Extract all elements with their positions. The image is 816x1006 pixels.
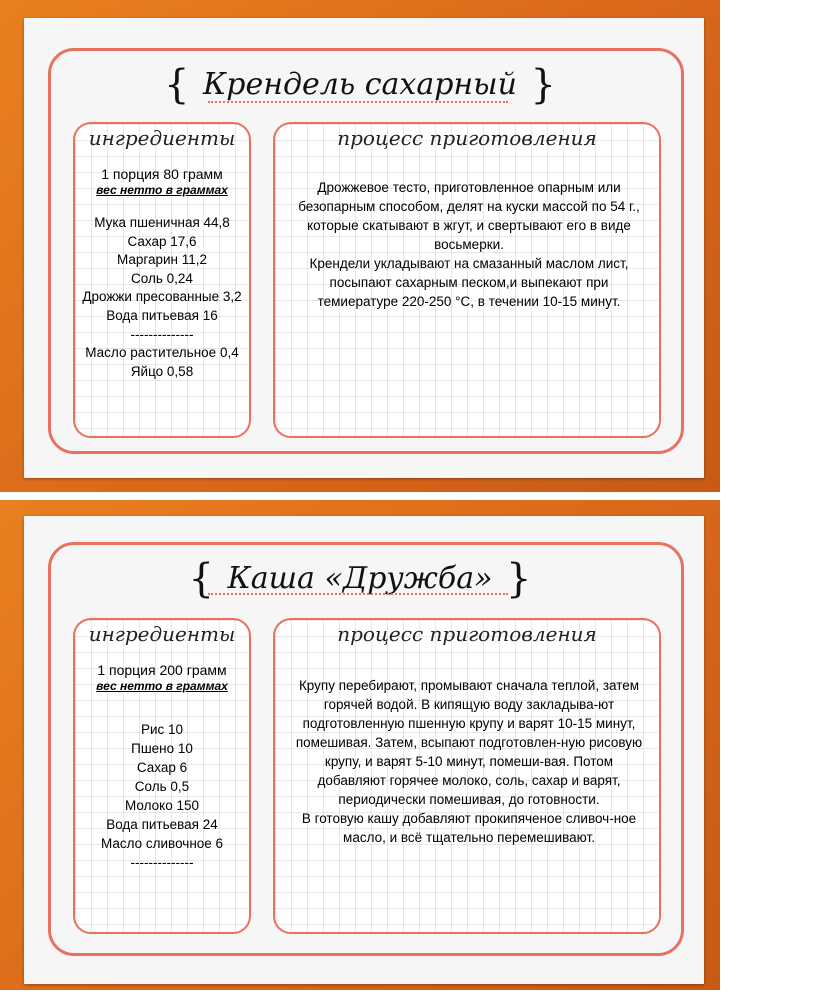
process-panel (273, 122, 661, 438)
ingredient-item: Мука пшеничная 44,8 (94, 215, 230, 230)
left-brace-icon: { (188, 556, 214, 602)
ingredient-item: Молоко 150 (125, 798, 199, 813)
ingredient-item: Соль 0,5 (134, 779, 190, 794)
process-text (289, 178, 649, 311)
ingredient-item: Вода питьевая 24 (106, 817, 218, 832)
recipe-title-text: Крендель сахарный (203, 67, 517, 102)
ingredient-item: Сахар 17,6 (127, 233, 197, 249)
process-text (289, 676, 649, 847)
ingredient-item: Сахар 6 (136, 760, 188, 775)
ingredient-list (75, 214, 249, 381)
process-heading: процесс приготовления (337, 126, 597, 150)
ingredient-item: Вода питьевая 16 (106, 307, 218, 323)
ingredients-panel (73, 618, 251, 934)
process-paragraph: Крендели укладывают на смазанный маслом лист, посыпают сахарным песком,и выпекают при темиературе 220-250 °С, в течении 10-15 минут. (309, 256, 629, 309)
netto-note: вес нетто в граммах (96, 679, 228, 693)
portion-size: 1 порция 80 грамм (101, 166, 223, 182)
process-heading: процесс приготовления (337, 622, 597, 646)
portion-size: 1 порция 200 грамм (97, 662, 227, 678)
recipe-title-text: Каша «Дружба» (227, 561, 493, 596)
ingredients-panel (73, 122, 251, 438)
process-paragraph: В готовую кашу добавляют прокипяченое сливоч-ное масло, и всё тщательно перемешивают. (301, 811, 637, 845)
ingredient-item: Рис 10 (140, 722, 184, 737)
netto-note: вес нетто в граммах (96, 183, 228, 197)
process-panel (273, 618, 661, 934)
ingredients-heading: ингредиенты (88, 126, 236, 150)
right-brace-icon: } (530, 62, 556, 108)
process-paragraph: Дрожжевое тесто, приготовленное опарным или безопарным способом, делят на куски массой по 54 г., которые скатывают в жгут, и свертывают его в виде восьмерки. (298, 180, 640, 252)
ingredient-list (75, 720, 249, 872)
title-dotted-underline (208, 593, 508, 595)
ingredient-item: Соль 0,24 (131, 270, 193, 286)
recipe-title (0, 556, 720, 602)
title-dotted-underline (208, 101, 508, 103)
left-brace-icon: { (164, 62, 190, 108)
ingredient-item: Яйцо 0,58 (130, 363, 194, 379)
ingredient-item: Пшено 10 (131, 741, 193, 756)
process-paragraph: Крупу перебирают, промывают сначала теплой, затем горячей водой. В кипящую воду закладыва-ют подготовленную пшенную крупу и варят 10-15 минут, помешивая. Затем, всыпают подготовлен-ную рисовую крупу, и варят 5-10 минут, помеши-вая. Потом добавляют горячее молоко, соль, сахар и варят, периодически помешивая, до готовности. (295, 678, 643, 807)
right-brace-icon: } (506, 556, 532, 602)
ingredient-item: Масло сливочное 6 (100, 836, 224, 851)
ingredient-item: Маргарин 11,2 (116, 252, 208, 268)
ingredient-item: Дрожжи пресованные 3,2 (82, 289, 242, 305)
ingredient-separator: -------------- (130, 326, 194, 342)
ingredient-item: Масло растительное 0,4 (85, 345, 239, 361)
ingredient-separator: -------------- (130, 855, 194, 870)
ingredients-heading: ингредиенты (88, 622, 236, 646)
